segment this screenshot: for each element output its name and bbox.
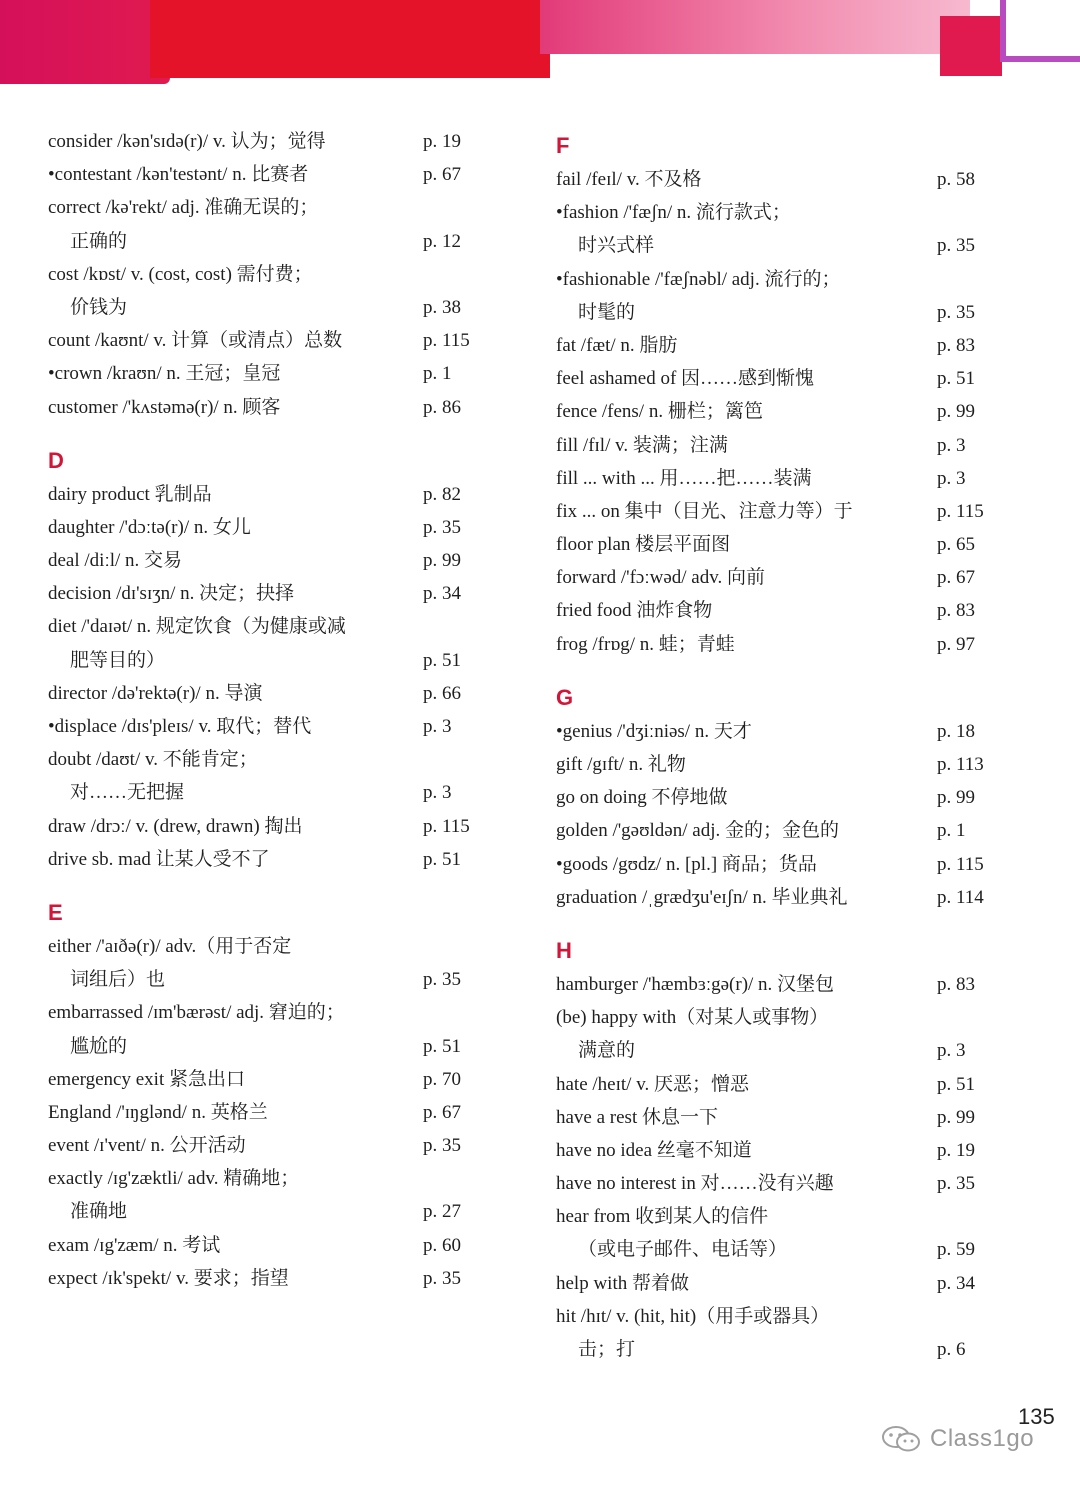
entry-text: fill /fɪl/ v. 装满；注满 (556, 434, 728, 456)
entry-page-ref: p. 3 (937, 467, 966, 489)
entry-text: •genius /'dʒiːniəs/ n. 天才 (556, 720, 752, 742)
entry-page-ref: p. 12 (423, 230, 461, 252)
entry-page-ref: p. 66 (423, 682, 461, 704)
glossary-entry (556, 1068, 1016, 1101)
entry-page-ref: p. 35 (937, 1173, 975, 1195)
watermark-text: Class1go (930, 1425, 1035, 1452)
glossary-entry-continuation (556, 296, 1016, 329)
section-gap (556, 914, 1016, 930)
glossary-entry (48, 1262, 498, 1295)
entry-text: •fashion /'fæʃn/ n. 流行款式； (556, 202, 791, 224)
entry-page-ref: p. 114 (937, 886, 984, 908)
entry-page-ref: p. 115 (423, 330, 470, 352)
entry-text: fill ... with ... 用……把……装满 (556, 467, 812, 489)
entry-text: hear from 收到某人的信件 (556, 1206, 769, 1228)
entry-page-ref: p. 6 (937, 1339, 966, 1360)
glossary-entry (556, 1167, 1016, 1200)
glossary-entry-continuation (556, 1333, 1016, 1366)
glossary-entry (556, 528, 1016, 561)
entry-text: have no interest in 对……没有兴趣 (556, 1173, 834, 1195)
glossary-entry (556, 1134, 1016, 1167)
entry-page-ref: p. 115 (423, 815, 470, 837)
entry-page-ref: p. 83 (937, 334, 975, 356)
entry-text: cost /kɒst/ v. (cost, cost) 需付费； (48, 263, 313, 285)
glossary-entry (556, 362, 1016, 395)
glossary-entry (48, 324, 498, 357)
entry-text: (be) happy with（对某人或事物） (556, 1007, 829, 1029)
entry-text: emergency exit 紧急出口 (48, 1068, 245, 1090)
glossary-entry (556, 881, 1016, 914)
entry-page-ref: p. 70 (423, 1068, 461, 1090)
entry-page-ref: p. 38 (423, 296, 461, 318)
entry-page-ref: p. 3 (937, 1040, 966, 1062)
glossary-entry (556, 848, 1016, 881)
entry-page-ref: p. 115 (937, 500, 984, 522)
glossary-entry (48, 158, 498, 191)
glossary-entry-continuation (48, 644, 498, 677)
entry-page-ref: p. 97 (937, 633, 975, 655)
glossary-entry (556, 1001, 1016, 1034)
entry-page-ref: p. 35 (423, 969, 461, 991)
entry-text: fix ... on 集中（目光、注意力等）于 (556, 500, 853, 522)
entry-text: •fashionable /'fæʃnəbl/ adj. 流行的； (556, 268, 841, 290)
entry-text: hate /heɪt/ v. 厌恶；憎恶 (556, 1073, 749, 1095)
entry-page-ref: p. 51 (937, 1073, 975, 1095)
glossary-entry (48, 577, 498, 610)
entry-text: floor plan 楼层平面图 (556, 534, 731, 556)
entry-page-ref: p. 3 (937, 434, 966, 456)
entry-page-ref: p. 99 (937, 1106, 975, 1128)
entry-page-ref: p. 1 (423, 363, 452, 385)
entry-text: 时兴式样 (578, 235, 655, 257)
entry-text: director /də'rektə(r)/ n. 导演 (48, 682, 263, 704)
entry-text: 准确地 (70, 1201, 128, 1223)
section-letter: E (48, 899, 63, 925)
glossary-entry-continuation (48, 225, 498, 258)
section-gap (48, 424, 498, 440)
section-letter: D (48, 447, 64, 473)
entry-page-ref: p. 67 (423, 1101, 461, 1123)
entry-text: 价钱为 (70, 296, 128, 318)
entry-text: event /ɪ'vent/ n. 公开活动 (48, 1135, 246, 1157)
page-number: 135 (1018, 1404, 1055, 1429)
entry-page-ref: p. 60 (423, 1234, 461, 1256)
entry-page-ref: p. 86 (423, 396, 461, 418)
entry-text: count /kaʊnt/ v. 计算（或清点）总数 (48, 330, 343, 352)
entry-text: fence /fens/ n. 栅栏；篱笆 (556, 401, 763, 423)
entry-page-ref: p. 34 (423, 583, 461, 605)
entry-text: 击；打 (578, 1339, 636, 1360)
glossary-entry (556, 163, 1016, 196)
entry-text: 满意的 (578, 1040, 636, 1062)
entry-text: •displace /dɪs'pleɪs/ v. 取代；替代 (48, 716, 312, 737)
glossary-entry-continuation (48, 776, 498, 809)
entry-text: gift /gɪft/ n. 礼物 (556, 754, 686, 775)
entry-page-ref: p. 58 (937, 169, 975, 190)
entry-page-ref: p. 51 (423, 1035, 461, 1057)
glossary-column-right (556, 125, 1016, 1366)
glossary-entry-continuation (48, 1030, 498, 1063)
section-gap (556, 661, 1016, 677)
entry-text: go on doing 不停地做 (556, 787, 728, 809)
entry-page-ref: p. 35 (937, 235, 975, 257)
glossary-entry (556, 594, 1016, 627)
glossary-entry (48, 677, 498, 710)
entry-text: fat /fæt/ n. 脂肪 (556, 334, 678, 356)
entry-page-ref: p. 83 (937, 973, 975, 995)
entry-page-ref: p. 99 (423, 550, 461, 572)
glossary-entry (48, 544, 498, 577)
entry-page-ref: p. 19 (423, 131, 461, 152)
glossary-entry (48, 258, 498, 291)
entry-text: •goods /gʊdz/ n. [pl.] 商品；货品 (556, 853, 817, 875)
entry-text: drive sb. mad 让某人受不了 (48, 848, 270, 870)
section-gap (48, 876, 498, 892)
entry-page-ref: p. 35 (423, 1135, 461, 1157)
glossary-entry (556, 495, 1016, 528)
entry-page-ref: p. 35 (423, 516, 461, 538)
wechat-icon (880, 1424, 924, 1454)
entry-text: hit /hɪt/ v. (hit, hit)（用手或器具） (556, 1305, 830, 1327)
entry-text: （或电子邮件、电话等） (578, 1239, 788, 1261)
entry-text: 对……无把握 (70, 782, 185, 804)
entry-text: exam /ɪg'zæm/ n. 考试 (48, 1234, 221, 1256)
glossary-entry (48, 843, 498, 876)
entry-text: graduation /ˌgrædʒu'eɪʃn/ n. 毕业典礼 (556, 886, 848, 908)
section-letter: G (556, 684, 574, 710)
glossary-entry-continuation (48, 291, 498, 324)
entry-page-ref: p. 67 (937, 567, 975, 589)
entry-page-ref: p. 65 (937, 534, 975, 556)
entry-text: diet /'daɪət/ n. 规定饮食（为健康或减 (48, 616, 346, 638)
entry-page-ref: p. 35 (423, 1267, 461, 1289)
glossary-entry (48, 478, 498, 511)
header-band-corner (1000, 0, 1080, 62)
entry-text: deal /diːl/ n. 交易 (48, 550, 183, 572)
glossary-entry (556, 462, 1016, 495)
glossary-entry-continuation (556, 1233, 1016, 1266)
entry-page-ref: p. 34 (937, 1272, 975, 1294)
entry-page-ref: p. 82 (423, 483, 461, 505)
entry-page-ref: p. 67 (423, 164, 461, 186)
glossary-entry (48, 743, 498, 776)
entry-text: 正确的 (70, 230, 128, 252)
header-band-red (150, 0, 550, 78)
glossary-entry (556, 395, 1016, 428)
entry-text: 尴尬的 (70, 1035, 128, 1057)
glossary-entry (556, 628, 1016, 661)
glossary-entry (48, 391, 498, 424)
glossary-entry (556, 329, 1016, 362)
glossary-entry (556, 1267, 1016, 1300)
glossary-entry-continuation (556, 229, 1016, 262)
glossary-entry (556, 968, 1016, 1001)
entry-text: draw /drɔː/ v. (drew, drawn) 掏出 (48, 815, 303, 837)
entry-text: daughter /'dɔːtə(r)/ n. 女儿 (48, 516, 251, 538)
glossary-entry (48, 810, 498, 843)
entry-text: golden /'gəʊldən/ adj. 金的；金色的 (556, 820, 839, 842)
glossary-entry (48, 610, 498, 643)
entry-text: customer /'kʌstəmə(r)/ n. 顾客 (48, 396, 281, 418)
entry-text: •contestant /kən'testənt/ n. 比赛者 (48, 164, 309, 186)
entry-text: 时髦的 (578, 301, 636, 323)
header-band-pink-left (0, 0, 170, 84)
entry-page-ref: p. 59 (937, 1239, 975, 1261)
glossary-entry (556, 196, 1016, 229)
glossary-column-left (48, 125, 498, 1295)
glossary-entry (556, 748, 1016, 781)
glossary-entry (556, 1101, 1016, 1134)
header-band-notch (940, 16, 1002, 76)
glossary-entry (556, 814, 1016, 847)
entry-page-ref: p. 18 (937, 720, 975, 742)
entry-page-ref: p. 3 (423, 782, 452, 804)
entry-text: dairy product 乳制品 (48, 483, 212, 505)
glossary-entry (48, 125, 498, 158)
glossary-entry (556, 781, 1016, 814)
glossary-entry (48, 930, 498, 963)
entry-page-ref: p. 99 (937, 401, 975, 423)
entry-text: 词组后）也 (70, 969, 166, 991)
glossary-entry (48, 710, 498, 743)
glossary-entry (556, 715, 1016, 748)
entry-text: •crown /kraʊn/ n. 王冠；皇冠 (48, 363, 281, 385)
glossary-entry (48, 1229, 498, 1262)
entry-text: frog /frɒg/ n. 蛙；青蛙 (556, 633, 735, 655)
glossary-entry-continuation (556, 1034, 1016, 1067)
glossary-entry (48, 357, 498, 390)
entry-text: 肥等目的） (70, 649, 166, 671)
entry-text: embarrassed /ɪm'bærəst/ adj. 窘迫的； (48, 1002, 345, 1024)
watermark (880, 1424, 1034, 1454)
header-band-pink-gradient (540, 0, 970, 54)
glossary-entry (48, 191, 498, 224)
glossary-entry (556, 561, 1016, 594)
entry-text: exactly /ɪg'zæktli/ adv. 精确地； (48, 1168, 300, 1190)
entry-text: have a rest 休息一下 (556, 1106, 718, 1128)
entry-page-ref: p. 51 (423, 848, 461, 870)
glossary-entry (48, 1129, 498, 1162)
entry-page-ref: p. 99 (937, 787, 975, 809)
glossary-entry (556, 263, 1016, 296)
glossary-entry-continuation (48, 1195, 498, 1228)
glossary-entry (48, 1096, 498, 1129)
entry-text: have no idea 丝毫不知道 (556, 1139, 752, 1161)
entry-text: either /'aɪðə(r)/ adv.（用于否定 (48, 935, 292, 957)
entry-page-ref: p. 19 (937, 1139, 975, 1161)
glossary-entry (48, 1162, 498, 1195)
entry-text: expect /ɪk'spekt/ v. 要求；指望 (48, 1267, 289, 1289)
entry-text: decision /dɪ'sɪʒn/ n. 决定；抉择 (48, 583, 295, 605)
glossary-entry (556, 1300, 1016, 1333)
header-band (0, 0, 1080, 110)
entry-page-ref: p. 3 (423, 716, 452, 737)
entry-page-ref: p. 35 (937, 301, 975, 323)
section-letter: H (556, 937, 572, 963)
glossary-entry-continuation (48, 963, 498, 996)
entry-page-ref: p. 27 (423, 1201, 461, 1223)
glossary-entry (556, 429, 1016, 462)
entry-page-ref: p. 115 (937, 853, 984, 875)
entry-page-ref: p. 51 (937, 368, 975, 390)
entry-page-ref: p. 1 (937, 820, 966, 842)
entry-text: fail /feɪl/ v. 不及格 (556, 169, 702, 190)
entry-text: fried food 油炸食物 (556, 600, 713, 622)
entry-page-ref: p. 83 (937, 600, 975, 622)
entry-text: doubt /daʊt/ v. 不能肯定； (48, 749, 258, 771)
entry-text: correct /kə'rekt/ adj. 准确无误的； (48, 197, 319, 219)
section-letter: F (556, 133, 570, 158)
entry-text: consider /kən'sɪdə(r)/ v. 认为；觉得 (48, 131, 326, 152)
glossary-entry (556, 1200, 1016, 1233)
entry-text: England /'ɪŋglənd/ n. 英格兰 (48, 1101, 268, 1123)
entry-text: forward /'fɔːwəd/ adv. 向前 (556, 567, 766, 589)
entry-text: help with 帮着做 (556, 1272, 689, 1294)
entry-text: feel ashamed of 因……感到惭愧 (556, 368, 815, 390)
glossary-entry (48, 996, 498, 1029)
glossary-entry (48, 511, 498, 544)
entry-page-ref: p. 51 (423, 649, 461, 671)
glossary-entry (48, 1063, 498, 1096)
entry-page-ref: p. 113 (937, 754, 984, 775)
entry-text: hamburger /'hæmbɜːgə(r)/ n. 汉堡包 (556, 973, 835, 995)
